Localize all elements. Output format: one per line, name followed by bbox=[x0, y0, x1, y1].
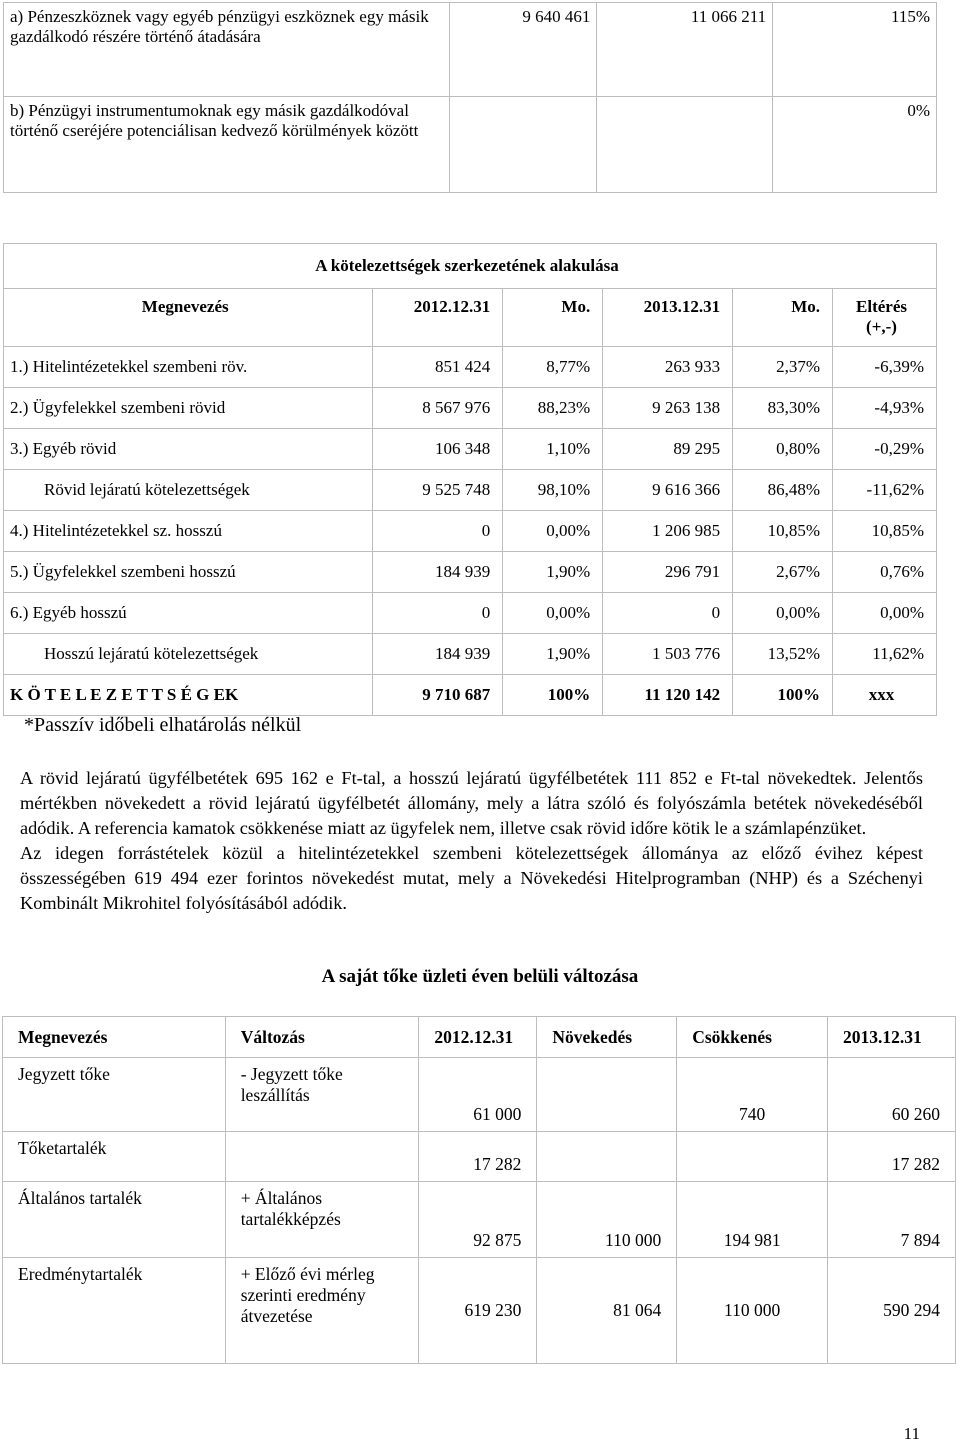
table-row bbox=[4, 3, 937, 97]
cell-value: 61 000 bbox=[419, 1058, 537, 1132]
cell-value: 9 616 366 bbox=[603, 470, 733, 511]
cell-value: 88,23% bbox=[503, 388, 603, 429]
column-header: Növekedés bbox=[537, 1017, 677, 1058]
cell-value: 1,10% bbox=[503, 429, 603, 470]
cell-value: 110 000 bbox=[677, 1258, 828, 1364]
cell-value: 740 bbox=[677, 1058, 828, 1132]
table-row bbox=[4, 388, 937, 429]
cell-value: 115% bbox=[773, 3, 937, 97]
cell-change bbox=[225, 1132, 419, 1182]
cell-value: 1,90% bbox=[503, 552, 603, 593]
table-header-row bbox=[4, 289, 937, 347]
table-title-row bbox=[4, 244, 937, 289]
row-label: 2.) Ügyfelekkel szembeni rövid bbox=[4, 388, 373, 429]
cell-value: 619 230 bbox=[419, 1258, 537, 1364]
cell-value: 0,00% bbox=[503, 593, 603, 634]
cell-value: 106 348 bbox=[373, 429, 503, 470]
cell-value: 11,62% bbox=[833, 634, 937, 675]
cell-value: 10,85% bbox=[833, 511, 937, 552]
cell-value: 100% bbox=[733, 675, 833, 716]
transfer-table bbox=[3, 2, 937, 193]
table-header-row bbox=[3, 1017, 956, 1058]
cell-value: 8 567 976 bbox=[373, 388, 503, 429]
row-label: 6.) Egyéb hosszú bbox=[4, 593, 373, 634]
cell-value: 83,30% bbox=[733, 388, 833, 429]
row-label: a) Pénzeszköznek vagy egyéb pénzügyi eszköznek egy másik gazdálkodó részére történő átadására bbox=[4, 3, 450, 97]
row-label: 1.) Hitelintézetekkel szembeni röv. bbox=[4, 347, 373, 388]
table-row bbox=[4, 511, 937, 552]
cell-value bbox=[597, 97, 773, 193]
cell-change: + Előző évi mérleg szerinti eredmény átvezetése bbox=[225, 1258, 419, 1364]
page-number: 11 bbox=[903, 1424, 920, 1443]
row-label: 3.) Egyéb rövid bbox=[4, 429, 373, 470]
cell-value: 10,85% bbox=[733, 511, 833, 552]
cell-value: 9 263 138 bbox=[603, 388, 733, 429]
equity-table bbox=[2, 1016, 956, 1364]
cell-value: 17 282 bbox=[419, 1132, 537, 1182]
column-header: Mo. bbox=[503, 289, 603, 347]
cell-value: 2,67% bbox=[733, 552, 833, 593]
cell-value: 1 503 776 bbox=[603, 634, 733, 675]
column-header: Megnevezés bbox=[4, 289, 373, 347]
cell-value: 263 933 bbox=[603, 347, 733, 388]
cell-value: 0,00% bbox=[503, 511, 603, 552]
cell-value: 92 875 bbox=[419, 1182, 537, 1258]
subtotal-row bbox=[4, 634, 937, 675]
column-header: Megnevezés bbox=[3, 1017, 226, 1058]
cell-value: 184 939 bbox=[373, 552, 503, 593]
table-title: A kötelezettségek szerkezetének alakulása bbox=[4, 244, 937, 289]
column-header: Változás bbox=[225, 1017, 419, 1058]
cell-value: 9 640 461 bbox=[449, 3, 597, 97]
column-header: 2012.12.31 bbox=[373, 289, 503, 347]
cell-value: 1 206 985 bbox=[603, 511, 733, 552]
liabilities-table bbox=[3, 243, 937, 716]
cell-value: -4,93% bbox=[833, 388, 937, 429]
cell-value: 0,00% bbox=[833, 593, 937, 634]
cell-value: 98,10% bbox=[503, 470, 603, 511]
table-row bbox=[3, 1258, 956, 1364]
cell-value: 81 064 bbox=[537, 1258, 677, 1364]
cell-value: -0,29% bbox=[833, 429, 937, 470]
row-label: Jegyzett tőke bbox=[3, 1058, 226, 1132]
cell-value: 60 260 bbox=[828, 1058, 956, 1132]
cell-value: 0,00% bbox=[733, 593, 833, 634]
row-label: K Ö T E L E Z E T T S É G EK bbox=[4, 675, 373, 716]
cell-value: 184 939 bbox=[373, 634, 503, 675]
subtotal-row bbox=[4, 470, 937, 511]
table-row bbox=[3, 1182, 956, 1258]
table-row bbox=[4, 347, 937, 388]
row-label: 4.) Hitelintézetekkel sz. hosszú bbox=[4, 511, 373, 552]
cell-value: 13,52% bbox=[733, 634, 833, 675]
cell-value: -11,62% bbox=[833, 470, 937, 511]
cell-value: 590 294 bbox=[828, 1258, 956, 1364]
column-header: Eltérés (+,-) bbox=[833, 289, 937, 347]
cell-value: 17 282 bbox=[828, 1132, 956, 1182]
column-header: 2012.12.31 bbox=[419, 1017, 537, 1058]
row-label: 5.) Ügyfelekkel szembeni hosszú bbox=[4, 552, 373, 593]
column-header: 2013.12.31 bbox=[603, 289, 733, 347]
row-label: Általános tartalék bbox=[3, 1182, 226, 1258]
cell-value: 0 bbox=[603, 593, 733, 634]
cell-value: 8,77% bbox=[503, 347, 603, 388]
footnote: *Passzív időbeli elhatárolás nélkül bbox=[24, 714, 302, 736]
row-label: Rövid lejáratú kötelezettségek bbox=[4, 470, 373, 511]
cell-value: 9 525 748 bbox=[373, 470, 503, 511]
cell-value: 0,76% bbox=[833, 552, 937, 593]
cell-value: 110 000 bbox=[537, 1182, 677, 1258]
cell-value: 11 120 142 bbox=[603, 675, 733, 716]
cell-value bbox=[537, 1132, 677, 1182]
body-text bbox=[20, 766, 923, 916]
cell-value: 1,90% bbox=[503, 634, 603, 675]
table-row bbox=[3, 1132, 956, 1182]
cell-value: 89 295 bbox=[603, 429, 733, 470]
cell-value: 0% bbox=[773, 97, 937, 193]
table-row bbox=[3, 1058, 956, 1132]
cell-value: 851 424 bbox=[373, 347, 503, 388]
cell-value: -6,39% bbox=[833, 347, 937, 388]
table-row bbox=[4, 97, 937, 193]
row-label: Eredménytartalék bbox=[3, 1258, 226, 1364]
section-heading: A saját tőke üzleti éven belüli változása bbox=[321, 966, 639, 987]
cell-value bbox=[537, 1058, 677, 1132]
paragraph: Az idegen forrástételek közül a hitelintézetekkel szembeni kötelezettségek állománya az előző évihez képest összességében 619 494 ezer forintos növekedést mutat, mely a Növekedési Hitelprogramban (NHP) és a Széchenyi Kombinált Mikrohitel folyósításából adódik. bbox=[20, 843, 923, 913]
cell-value: 0 bbox=[373, 511, 503, 552]
cell-change: - Jegyzett tőke leszállítás bbox=[225, 1058, 419, 1132]
cell-value: 296 791 bbox=[603, 552, 733, 593]
table-row bbox=[4, 552, 937, 593]
cell-value: 11 066 211 bbox=[597, 3, 773, 97]
cell-value: 86,48% bbox=[733, 470, 833, 511]
column-header: Mo. bbox=[733, 289, 833, 347]
cell-value: xxx bbox=[833, 675, 937, 716]
cell-value: 9 710 687 bbox=[373, 675, 503, 716]
cell-change: + Általános tartalékképzés bbox=[225, 1182, 419, 1258]
total-row bbox=[4, 675, 937, 716]
cell-value: 100% bbox=[503, 675, 603, 716]
paragraph: A rövid lejáratú ügyfélbetétek 695 162 e Ft-tal, a hosszú lejáratú ügyfélbetétek 111 852 e Ft-tal növekedtek. Jelentős mértékben növekedett a rövid lejáratú ügyfélbetét állomány, mely a látra szóló és folyószámla betétek növekedéséből adódik. A referencia kamatok csökkenése miatt az ügyfelek nem, illetve csak rövid időre kötik le a számlapénzüket. bbox=[20, 768, 923, 838]
column-header: 2013.12.31 bbox=[828, 1017, 956, 1058]
cell-value bbox=[449, 97, 597, 193]
table-row bbox=[4, 593, 937, 634]
cell-value: 7 894 bbox=[828, 1182, 956, 1258]
row-label: Hosszú lejáratú kötelezettségek bbox=[4, 634, 373, 675]
column-header: Csökkenés bbox=[677, 1017, 828, 1058]
row-label: b) Pénzügyi instrumentumoknak egy másik gazdálkodóval történő cseréjére potenciálisan kedvező körülmények között bbox=[4, 97, 450, 193]
table-row bbox=[4, 429, 937, 470]
cell-value: 2,37% bbox=[733, 347, 833, 388]
row-label: Tőketartalék bbox=[3, 1132, 226, 1182]
cell-value: 194 981 bbox=[677, 1182, 828, 1258]
cell-value bbox=[677, 1132, 828, 1182]
cell-value: 0,80% bbox=[733, 429, 833, 470]
cell-value: 0 bbox=[373, 593, 503, 634]
